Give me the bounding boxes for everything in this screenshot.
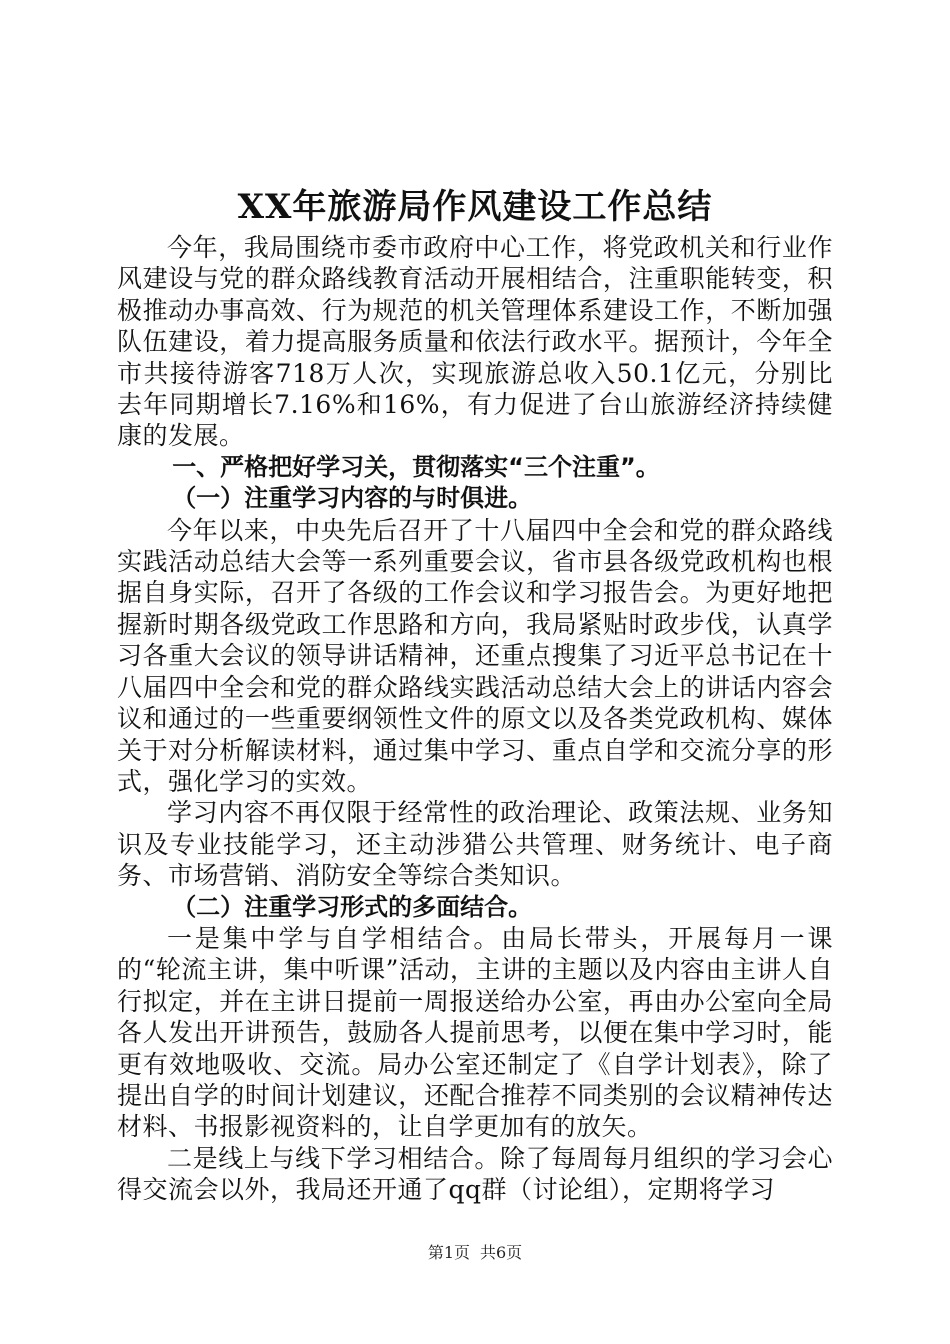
section-heading-1: 一、严格把好学习关，贯彻落实“三个注重”。 [172, 452, 660, 481]
subsection-heading-1: （一）注重学习内容的与时俱进。 [172, 484, 533, 513]
page-number: 第1页 [427, 1243, 470, 1262]
body-paragraph: 学习内容不再仅限于经常性的政治理论、政策法规、业务知识及专业技能学习，还主动涉猎公共管理、财务统计、电子商务、市场营销、消防安全等综合类知识。 [117, 798, 833, 891]
intro-paragraph: 今年，我局围绕市委市政府中心工作，将党政机关和行业作风建设与党的群众路线教育活动开展相结合，注重职能转变，积极推动办事高效、行为规范的机关管理体系建设工作，不断加强队伍建设，着力提高服务质量和依法行政水平。据预计，今年全市共接待游客718万人次，实现旅游总收入50.1亿元，分别比去年同期增长7.16%和16%，有力促进了台山旅游经济持续健康的发展。 [117, 233, 833, 451]
body-paragraph: 今年以来，中央先后召开了十八届四中全会和党的群众路线实践活动总结大会等一系列重要会议，省市县各级党政机构也根据自身实际，召开了各级的工作会议和学习报告会。为更好地把握新时期各级党政工作思路和方向，我局紧贴时政步伐，认真学习各重大会议的领导讲话精神，还重点搜集了习近平总书记在十八届四中全会和党的群众路线实践活动总结大会上的讲话内容会议和通过的一些重要纲领性文件的原文以及各类党政机构、媒体关于对分析解读材料，通过集中学习、重点自学和交流分享的形式，强化学习的实效。 [117, 515, 833, 796]
subsection-heading-2: （二）注重学习形式的多面结合。 [172, 892, 533, 921]
body-paragraph: 二是线上与线下学习相结合。除了每周每月组织的学习会心得交流会以外，我局还开通了qq群（讨论组），定期将学习 [117, 1143, 833, 1205]
body-paragraph: 一是集中学与自学相结合。由局长带头，开展每月一课的“轮流主讲，集中听课”活动，主讲的主题以及内容由主讲人自行拟定，并在主讲日提前一周报送给办公室，再由办公室向全局各人发出开讲预告，鼓励各人提前思考，以便在集中学习时，能更有效地吸收、交流。局办公室还制定了《自学计划表》，除了提出自学的时间计划建议，还配合推荐不同类别的会议精神传达材料、书报影视资料的，让自学更加有的放矢。 [117, 923, 833, 1142]
page-footer [0, 1243, 950, 1263]
document-body [117, 232, 833, 1206]
document-title: XX年旅游局作风建设工作总结 [237, 187, 713, 227]
page-total: 共6页 [480, 1243, 523, 1262]
